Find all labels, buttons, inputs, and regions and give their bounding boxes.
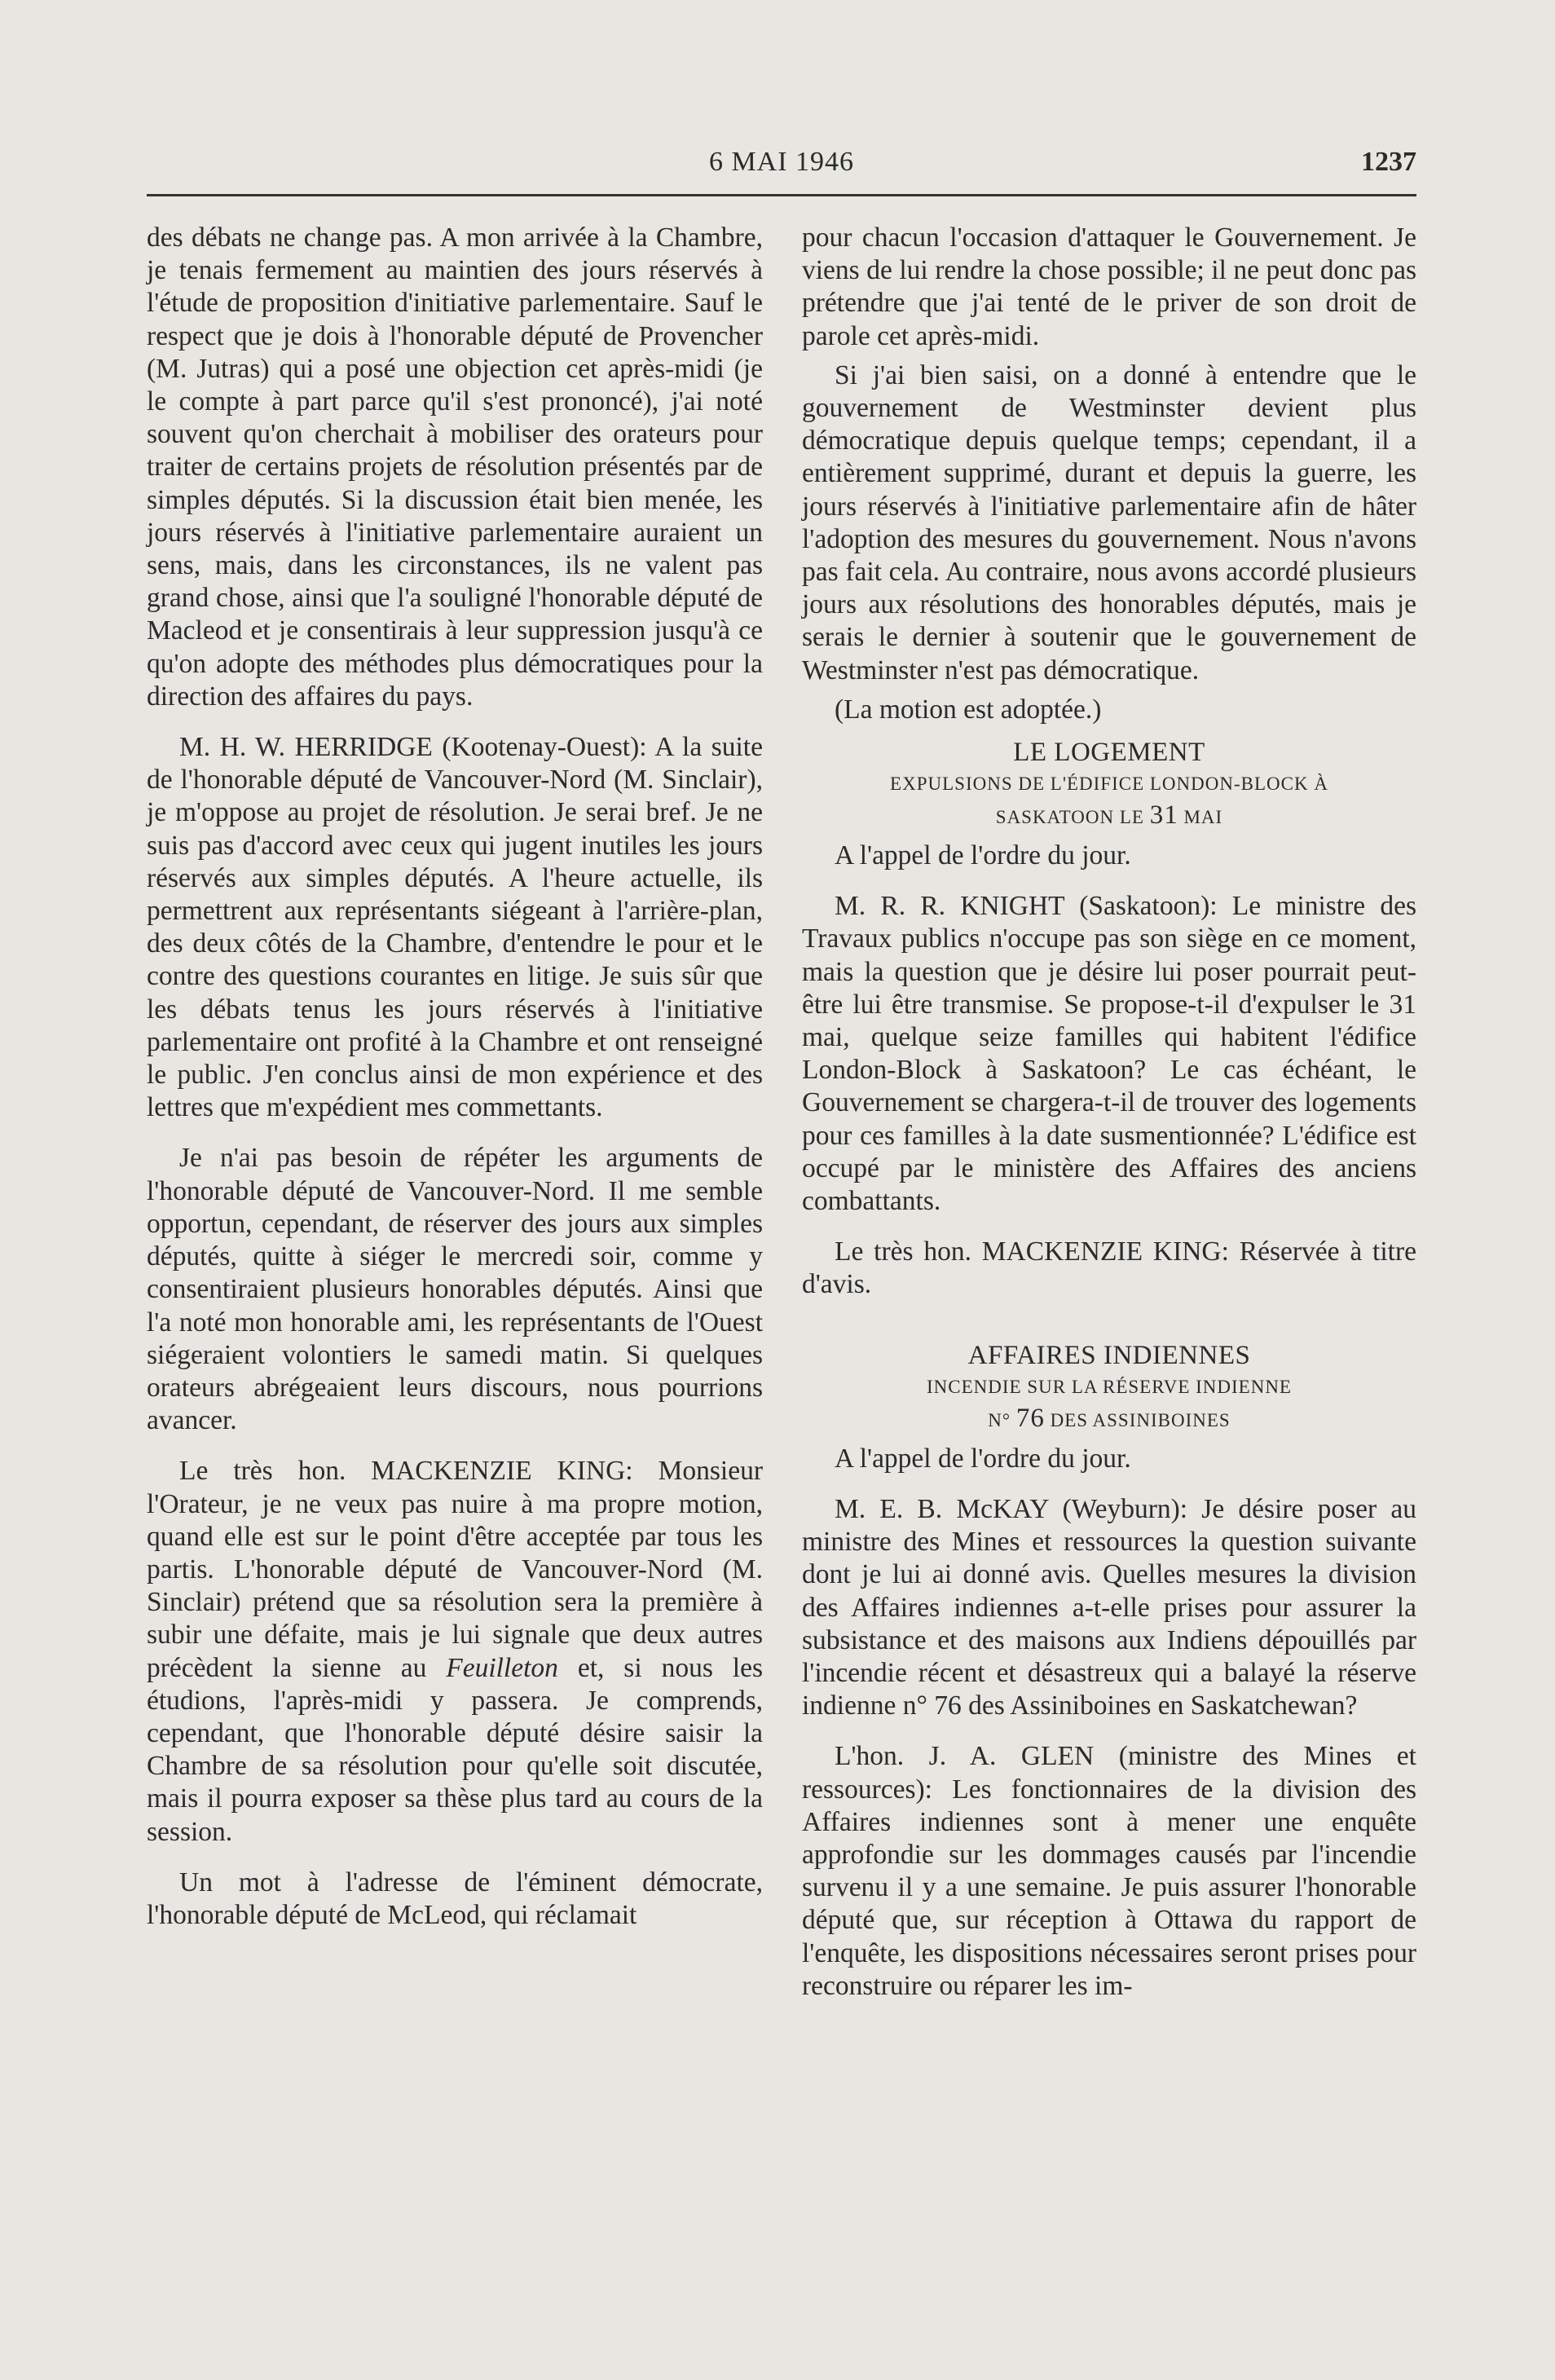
paragraph: Le très hon. MACKENZIE KING: Réservée à titre d'avis.: [802, 1236, 1416, 1300]
right-column: [802, 222, 1416, 2003]
text-run: 76: [1015, 1403, 1045, 1433]
paragraph: pour chacun l'occasion d'attaquer le Gouvernement. Je viens de lui rendre la chose possible; il ne peut donc pas prétendre que j'ai tenté de le priver de son droit de parole cet après-midi.: [802, 223, 1416, 351]
paragraph: M. R. R. KNIGHT (Saskatoon): Le ministre des Travaux publics n'occupe pas son siège en ce moment, mais la question que je désire lui poser pourrait peut-être lui être transmise. Se propose-t-il d'expulser le 31 mai, quelque seize familles qui habitent l'édifice London-Block à Saskatoon? Le cas échéant, le Gouvernement se chargera-t-il de trouver des logements pour ces familles à la date susmentionnée? L'édifice est occupé par le ministère des Affaires des anciens combattants.: [802, 891, 1416, 1217]
paragraph: A l'appel de l'ordre du jour.: [835, 840, 1131, 871]
paragraph: M. H. W. HERRIDGE (Kootenay-Ouest): A la suite de l'honorable député de Vancouver-Nord (M. Sinclair), je m'oppose au projet de résolution. Je serai bref. Je ne suis pas d'accord avec ceux qui jugent inutiles les jours réservés aux simples députés. A l'heure actuelle, ils permettrent aux représentants siégeant à l'arrière-plan, des deux côtés de la Chambre, d'entendre le pour et le contre des questions courantes en litige. Je suis sûr que les débats tenus les jours réservés à l'initiative parlementaire ont profité à la Chambre et ont renseigné le public. J'en conclus ainsi de mon expérience et des lettres que m'expédient mes commettants.: [147, 732, 763, 1123]
left-column: [147, 222, 763, 1932]
section-heading: LE LOGEMENT: [1013, 738, 1205, 768]
italic-text: Feuilleton: [446, 1652, 558, 1683]
text-run: Le très hon. MACKENZIE KING: Monsieur l'Orateur, je ne veux pas nuire à ma propre motion, quand elle est sur le point d'être acceptée par tous les partis. L'honorable député de Vancouver-Nord (M. Sinclair) prétend que sa résolution sera la première à subir une défaite, mais je lui signale que deux autres précèdent la sienne au: [147, 1456, 763, 1683]
spacer: [802, 1302, 1416, 1329]
page-number: 1237: [1361, 147, 1416, 177]
paragraph: Je n'ai pas besoin de répéter les arguments de l'honorable député de Vancouver-Nord. Il me semble opportun, cependant, de réserver des jours aux simples députés, quitte à siéger le mercredi soir, comme y consentiraient plusieurs honorables députés. Ainsi que l'a noté mon honorable ami, les représentants de l'Ouest siégeraient volontiers le samedi matin. Si quelques orateurs abrégeaient leurs discours, nous pourrions avancer.: [147, 1143, 763, 1436]
paragraph: [147, 1455, 763, 1848]
text-run: SASKATOON LE: [995, 807, 1150, 828]
paragraph: M. E. B. McKAY (Weyburn): Je désire poser au ministre des Mines et ressources la question suivante dont je lui ai donné avis. Quelles mesures la division des Affaires indiennes a-t-elle prises pour assurer la subsistance et des maisons aux Indiens dépouillés par l'incendie récent et désastreux qui a balayé la réserve indienne n° 76 des Assiniboines en Saskatchewan?: [802, 1493, 1416, 1721]
paragraph: L'hon. J. A. GLEN (ministre des Mines et ressources): Les fonctionnaires de la division des Affaires indiennes sont à mener une enquête approfondie sur les dommages causés par l'incendie survenu il y a une semaine. Je puis assurer l'honorable député que, sur réception à Ottawa du rapport de l'enquête, les dispositions nécessaires seront prises pour reconstruire ou réparer les im-: [802, 1741, 1416, 2001]
paragraph: Un mot à l'adresse de l'éminent démocrate, l'honorable député de McLeod, qui réclamait: [147, 1867, 763, 1930]
section-subheading: [802, 800, 1416, 833]
page-header: [147, 147, 1416, 196]
paragraph: des débats ne change pas. A mon arrivée à la Chambre, je tenais fermement au maintien des jours réservés à l'étude de proposition d'initiative parlementaire. Sauf le respect que je dois à l'honorable député de Provencher (M. Jutras) qui a posé une objection cet après-midi (je le compte à part parce qu'il s'est prononcé), j'ai noté souvent qu'on cherchait à mobiliser des orateurs pour traiter de certains projets de résolution présentés par de simples députés. Si la discussion était bien menée, les jours réservés à l'initiative parlementaire auraient un sens, mais, dans les circonstances, ils ne valent pas grand chose, ainsi que l'a souligné l'honorable député de Macleod et je consentirais à leur suppression jusqu'à ce qu'on adopte des méthodes plus démocratiques pour la direction des affaires du pays.: [147, 223, 763, 712]
text-run: N°: [988, 1409, 1016, 1430]
text-run: et, si nous les étudions, l'après-midi y passera. Je comprends, cependant, que l'honorable député désire saisir la Chambre de sa résolution pour qu'elle soit discutée, mais il pourra exposer sa thèse plus tard au cours de la session.: [147, 1652, 763, 1847]
section-subheading: EXPULSIONS DE L'ÉDIFICE LONDON-BLOCK À: [890, 774, 1328, 795]
paragraph: (La motion est adoptée.): [835, 694, 1102, 725]
paragraph: A l'appel de l'ordre du jour.: [835, 1443, 1131, 1474]
text-run: 31: [1149, 800, 1178, 831]
paragraph: Si j'ai bien saisi, on a donné à entendre que le gouvernement de Westminster devient plus démocratique depuis quelque temps; cependant, il a entièrement supprimé, durant et depuis la guerre, les jours réservés à l'initiative parlementaire afin de hâter l'adoption des mesures du gouvernement. Nous n'avons pas fait cela. Au contraire, nous avons accordé plusieurs jours aux résolutions des honorables députés, mais je serais le dernier à soutenir que le gouvernement de Westminster n'est pas démocratique.: [802, 359, 1416, 685]
section-heading: AFFAIRES INDIENNES: [967, 1340, 1251, 1370]
text-run: MAI: [1178, 807, 1223, 828]
text-run: DES ASSINIBOINES: [1044, 1409, 1231, 1430]
section-subheading: [802, 1403, 1416, 1436]
section-subheading: INCENDIE SUR LA RÉSERVE INDIENNE: [927, 1376, 1292, 1397]
header-rule: [147, 194, 1416, 196]
header-date: 6 MAI 1946: [708, 147, 855, 177]
